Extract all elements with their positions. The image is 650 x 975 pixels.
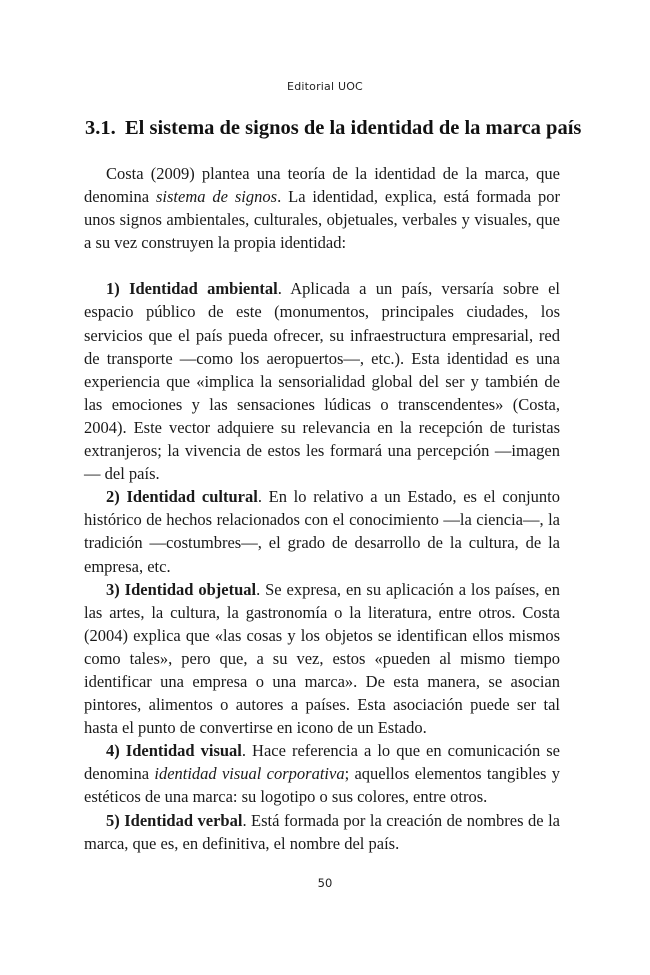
item-text: . Hace referencia a lo que en comunicación se denomina [84,741,561,784]
list-item-ambiental [84,277,560,485]
item-term: Identidad ambiental [129,279,278,299]
item-text: . En lo relativo a un Estado, es el conjunto histórico de hechos relacionados con el conocimiento —la ciencia—, la tradición —costumbres—, el grado de desarrollo de la cultura, de la empresa, etc. [84,487,561,576]
item-emphasis: identidad visual corporativa [154,764,345,784]
intro-emphasis: sistema de signos [155,187,278,207]
intro-text-end: . La identidad, explica, está formada por unos signos ambientales, culturales, objetuales, verbales y visuales, que a su vez construyen la propia identidad: [84,187,561,253]
body-text [84,162,560,855]
item-term: Identidad verbal [124,810,243,830]
item-term: Identidad cultural [126,487,258,507]
intro-paragraph [84,162,560,254]
item-number: 5) [106,810,120,830]
section-number: 3.1. [85,117,116,139]
list-item-objetual [84,578,560,740]
list-item-cultural [84,485,560,577]
item-text: . Aplicada a un país, versaría sobre el espacio público de este (monumentos, principales ciudades, los servicios que el país pueda ofrecer, su infraestructura empresarial, red de transporte —como los aeropuertos—, etc.). Esta identidad es una experiencia que «implica la sensorialidad global del ser y también de las emociones y las sensaciones lúdicas o transcendentes» (Costa, 2004). Este vector adquiere su relevancia en la recepción de turistas extranjeros; la vivencia de estos les formará una percepción —imagen— del país. [84,279,560,484]
item-number: 1) [106,279,120,299]
intro-text: Costa (2009) plantea una teoría de la identidad de la marca, que denomina [84,164,560,207]
section-heading [85,117,582,140]
item-number: 4) [106,741,120,761]
item-number: 3) [106,579,120,599]
running-header: Editorial UOC [287,80,363,93]
list-item-visual [84,739,560,808]
item-term: Identidad visual [125,741,242,761]
item-number: 2) [106,487,120,507]
list-item-verbal [84,809,560,855]
section-title: El sistema de signos de la identidad de la marca país [125,117,582,139]
page-number: 50 [317,876,333,890]
item-text: . Está formada por la creación de nombres de la marca, que es, en definitiva, el nombre del país. [84,810,561,853]
item-text: . Se expresa, en su aplicación a los países, en las artes, la cultura, la gastronomía o la literatura, entre otros. Costa (2004) explica que «las cosas y los objetos se identifican ellos mismos como tales», pero que, a su vez, estos «pueden al mismo tiempo identificar una empresa o una marca». De esta manera, se asocian pintores, alimentos o autores a países. Esta asociación puede ser tal hasta el punto de convertirse en icono de un Estado. [84,579,561,738]
item-text-end: ; aquellos elementos tangibles y estéticos de una marca: su logotipo o sus colores, entre otros. [84,764,560,807]
item-term: Identidad objetual [124,579,257,599]
